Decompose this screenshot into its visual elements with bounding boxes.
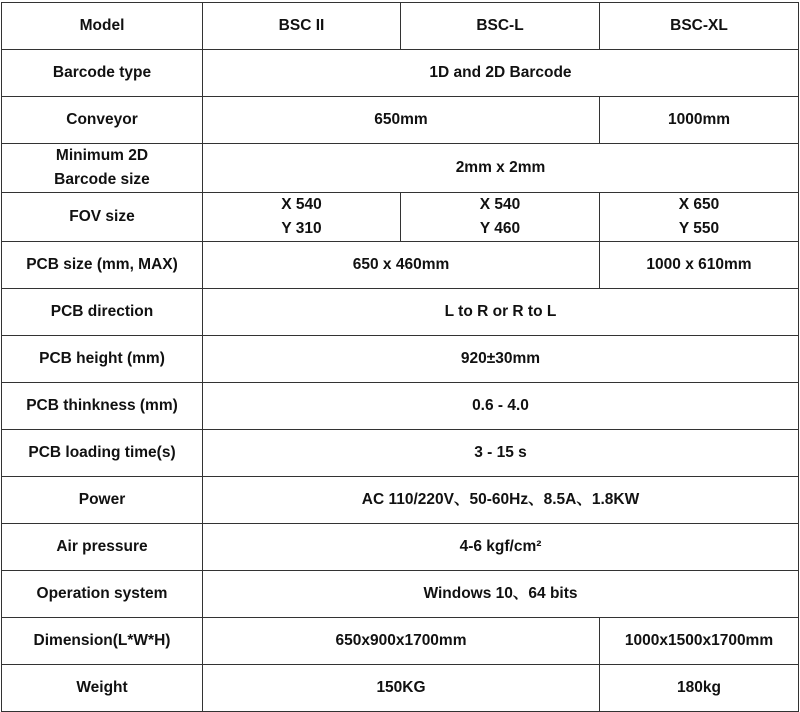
pcb-thickness-label: PCB thinkness (mm) — [2, 383, 203, 430]
fov-bsc-xl-x: X 650 — [678, 196, 720, 213]
dimension-label: Dimension(L*W*H) — [2, 618, 203, 665]
barcode-type-value: 1D and 2D Barcode — [203, 50, 799, 97]
model-bsc-ii: BSC II — [203, 3, 401, 50]
pcb-direction-value: L to R or R to L — [203, 289, 799, 336]
pcb-loading-label: PCB loading time(s) — [2, 430, 203, 477]
min-barcode-label-line2: Barcode size — [54, 171, 150, 188]
conveyor-value-bsc-xl: 1000mm — [600, 97, 799, 144]
table-row — [2, 524, 799, 571]
table-row — [2, 50, 799, 97]
power-value: AC 110/220V、50-60Hz、8.5A、1.8KW — [203, 477, 799, 524]
table-row — [2, 97, 799, 144]
model-bsc-l: BSC-L — [401, 3, 600, 50]
dimension-value-bsc-ii-l: 650x900x1700mm — [203, 618, 600, 665]
weight-value-bsc-ii-l: 150KG — [203, 665, 600, 712]
weight-label: Weight — [2, 665, 203, 712]
table-row — [2, 3, 799, 50]
fov-bsc-ii — [203, 193, 401, 242]
table-row — [2, 571, 799, 618]
fov-bsc-ii-x: X 540 — [281, 196, 322, 213]
pcb-height-value: 920±30mm — [203, 336, 799, 383]
conveyor-label: Conveyor — [2, 97, 203, 144]
conveyor-value-bsc-ii-l: 650mm — [203, 97, 600, 144]
table-row — [2, 430, 799, 477]
fov-bsc-l-x: X 540 — [479, 196, 521, 213]
air-pressure-value: 4-6 kgf/cm² — [203, 524, 799, 571]
barcode-type-label: Barcode type — [2, 50, 203, 97]
operation-system-label: Operation system — [2, 571, 203, 618]
table-row — [2, 289, 799, 336]
fov-bsc-l — [401, 193, 600, 242]
fov-label: FOV size — [2, 193, 203, 242]
table-row — [2, 193, 799, 242]
pcb-height-label: PCB height (mm) — [2, 336, 203, 383]
table-row — [2, 618, 799, 665]
weight-value-bsc-xl: 180kg — [600, 665, 799, 712]
min-barcode-label — [2, 144, 203, 193]
table-row — [2, 477, 799, 524]
min-barcode-label-line1: Minimum 2D — [55, 147, 149, 164]
table-row — [2, 336, 799, 383]
min-barcode-value: 2mm x 2mm — [203, 144, 799, 193]
fov-bsc-l-y: Y 460 — [479, 220, 521, 237]
model-bsc-xl: BSC-XL — [600, 3, 799, 50]
pcb-thickness-value: 0.6 - 4.0 — [203, 383, 799, 430]
model-label: Model — [2, 3, 203, 50]
pcb-size-value-bsc-ii-l: 650 x 460mm — [203, 242, 600, 289]
air-pressure-label: Air pressure — [2, 524, 203, 571]
pcb-size-label: PCB size (mm, MAX) — [2, 242, 203, 289]
fov-bsc-xl — [600, 193, 799, 242]
spec-table — [1, 2, 799, 712]
table-row — [2, 144, 799, 193]
operation-system-value: Windows 10、64 bits — [203, 571, 799, 618]
power-label: Power — [2, 477, 203, 524]
pcb-direction-label: PCB direction — [2, 289, 203, 336]
table-row — [2, 665, 799, 712]
table-row — [2, 242, 799, 289]
fov-bsc-xl-y: Y 550 — [678, 220, 720, 237]
pcb-size-value-bsc-xl: 1000 x 610mm — [600, 242, 799, 289]
table-row — [2, 383, 799, 430]
dimension-value-bsc-xl: 1000x1500x1700mm — [600, 618, 799, 665]
fov-bsc-ii-y: Y 310 — [281, 220, 322, 237]
pcb-loading-value: 3 - 15 s — [203, 430, 799, 477]
